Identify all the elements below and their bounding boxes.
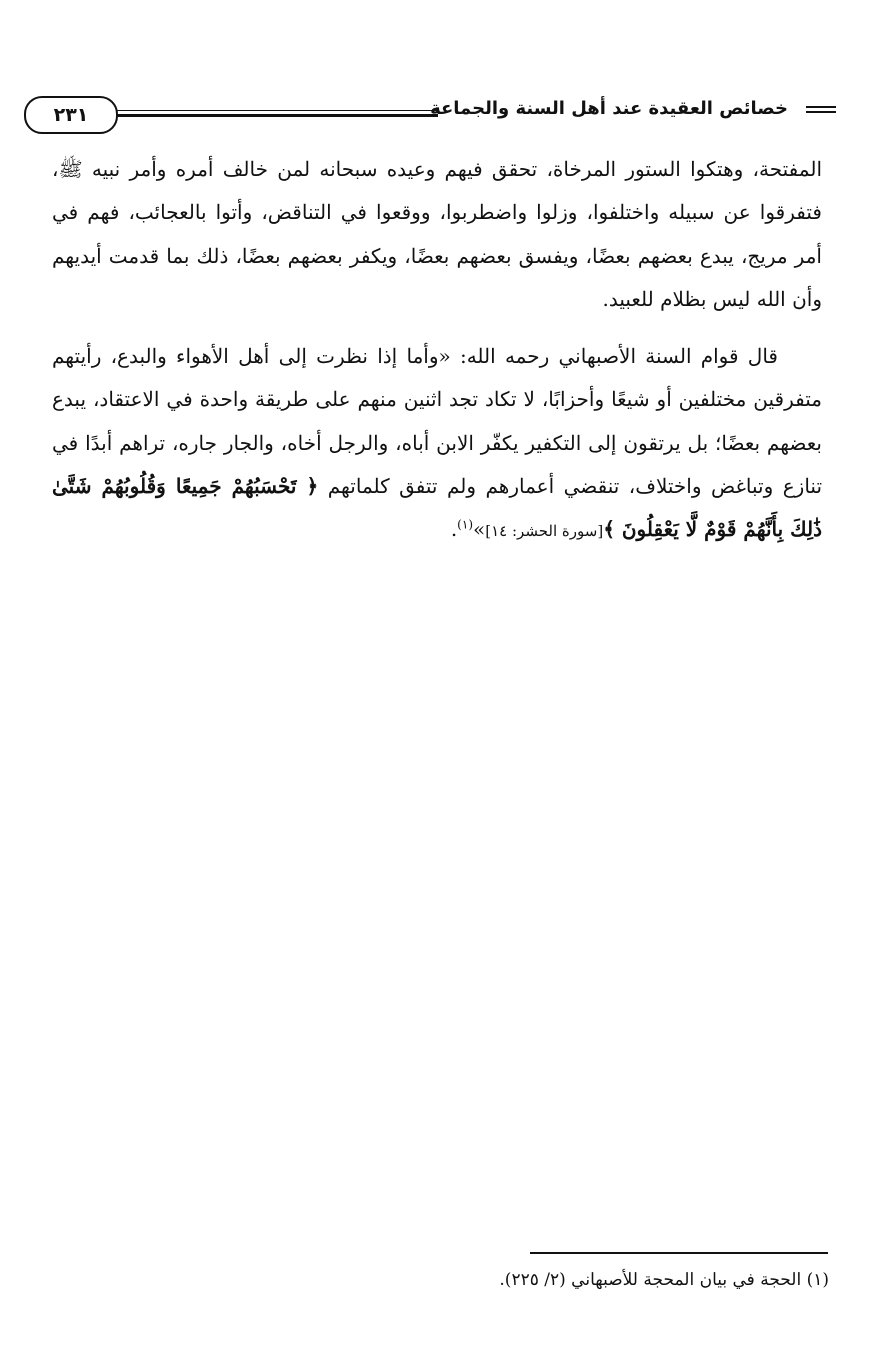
footnote-marker: (١) — [457, 517, 473, 532]
header-title: خصائص العقيدة عند أهل السنة والجماعة — [430, 98, 788, 119]
quran-verse: ﴿ تَحْسَبُهُمْ جَمِيعًا وَقُلُوبُهُمْ شَتَّىٰ ذَٰلِكَ بِأَنَّهُمْ قَوْمٌ لَّا يَعْقِلُونَ ﴾ — [52, 474, 822, 542]
footnote-1: (١) الحجة في بيان المحجة للأصبهاني (٢/ ٢٢٥). — [499, 1270, 829, 1290]
end-dot: . — [450, 517, 458, 542]
paragraph-1: المفتحة، وهتكوا الستور المرخاة، تحقق فيهم وعيده سبحانه لمن خالف أمره وأمر نبيه ﷺ، فتفرقوا عن سبيله واختلفوا، وزلوا واضطربوا، ووقعوا في التناقض، وأتوا بالعجائب، فهم في أمر مريج، يبدع بعضهم بعضًا، ويفسق بعضهم بعضًا، ويكفر بعضهم بعضًا، ذلك بما قدمت أيديهم وأن الله ليس بظلام للعبيد. — [52, 157, 822, 311]
main-text — [52, 148, 822, 554]
footnote-separator — [530, 1252, 828, 1254]
header-rule — [116, 110, 438, 117]
running-header — [24, 92, 836, 136]
quote-close: » — [473, 517, 486, 542]
quote-text: قال قوام السنة الأصبهاني رحمه الله: «وأما إذا نظرت إلى أهل الأهواء والبدع، رأيتهم متفرقين مختلفين أو شيعًا وأحزابًا، لا تكاد تجد اثنين منهم على طريقة واحدة في الاعتقاد، يبدع بعضهم بعضًا؛ بل يرتقون إلى التكفير يكفّر الابن أباه، والرجل أخاه، والجار جاره، تراهم أبدًا في تنازع وتباغض واختلاف، تنقضي أعمارهم ولم تتفق كلماتهم — [52, 344, 823, 499]
page-number: ٢٣١ — [24, 96, 118, 134]
surah-reference: [سورة الحشر: ١٤] — [485, 522, 604, 541]
paragraph-2 — [52, 335, 822, 553]
header-ornament-dash — [806, 106, 836, 113]
